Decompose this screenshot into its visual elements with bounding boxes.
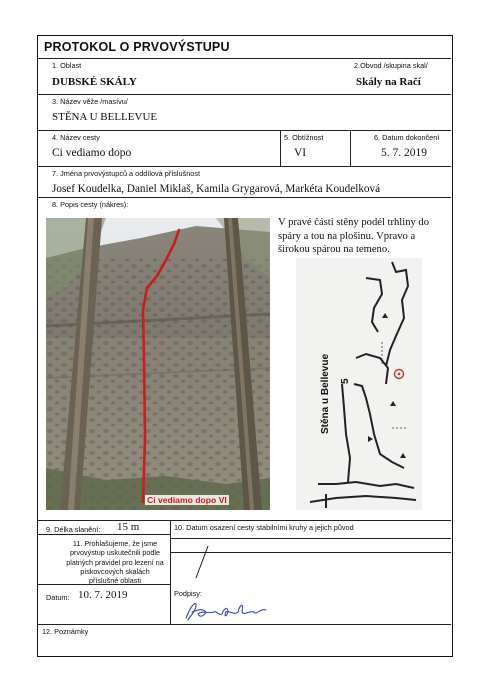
poznamky-label: 12. Poznámky <box>42 627 89 636</box>
declaration-line: příslušné oblasti <box>89 576 141 586</box>
vez-value: STĚNA U BELLEVUE <box>52 111 158 123</box>
divider <box>38 584 170 585</box>
divider <box>38 130 451 131</box>
sketch-route-number: 5 <box>340 378 351 384</box>
datum-dokonceni-label: 6. Datum dokončení <box>374 133 440 142</box>
form-title: PROTOKOL O PRVOVÝSTUPU <box>44 40 230 54</box>
divider <box>38 534 170 535</box>
signature <box>180 598 272 624</box>
slaneni-value: 15 m <box>117 521 140 533</box>
datum-label: Datum: <box>46 593 70 602</box>
cesta-value: Ci vediamo dopo <box>52 147 132 159</box>
prvovystupci-label: 7. Jména prvovýstupců a oddílová příslušnost <box>52 169 201 178</box>
route-description-line: V pravé části stěny podél trhliny do <box>278 217 430 228</box>
divider <box>38 94 451 95</box>
prvovystupci-value: Josef Koudelka, Daniel Miklaš, Kamila Grygarová, Markéta Koudelková <box>52 183 381 195</box>
first-ascent-form <box>37 35 453 657</box>
photo-caption: Ci vediamo dopo VI <box>147 495 227 505</box>
vez-label: 3. Název věže /masívu/ <box>52 97 128 106</box>
divider <box>38 197 451 198</box>
datum-dokonceni-value: 5. 7. 2019 <box>381 147 427 159</box>
obtiznost-value: VI <box>294 147 307 159</box>
divider <box>280 130 281 166</box>
obvod-label: 2.Obvod /skupina skal/ <box>354 61 428 70</box>
declaration-line: prvovýstup uskutečnili podle <box>70 548 160 558</box>
route-description <box>278 216 450 257</box>
divider <box>170 552 451 553</box>
cesta-label: 4. Název cesty <box>52 133 100 142</box>
declaration-line: pískovcových skalách <box>80 566 150 576</box>
route-description-line: spáry a tou na plošinu. Vpravo a <box>278 230 416 242</box>
route-photo <box>46 218 270 510</box>
obtiznost-label: 5. Obtížnost <box>284 133 324 142</box>
declaration <box>60 539 170 585</box>
divider <box>170 538 451 539</box>
divider <box>38 520 451 521</box>
declaration-line: platných pravidel pro lezení na <box>66 557 164 567</box>
obvod-value: Skály na Račí <box>356 76 421 88</box>
slaneni-label: 9. Délka slanění: <box>46 525 101 534</box>
oblast-value: DUBSKÉ SKÁLY <box>52 76 137 88</box>
divider <box>38 166 451 167</box>
divider <box>170 520 171 624</box>
divider <box>38 58 451 59</box>
sketch-wall-label: Stěna u Bellevue <box>320 353 331 434</box>
route-description-line: širokou spárou na temeno. <box>278 244 390 255</box>
divider <box>38 624 451 625</box>
datum-value: 10. 7. 2019 <box>78 589 128 601</box>
strike-mark <box>193 544 211 580</box>
osazeni-label: 10. Datum osazení cesty stabilními kruhy a jejich původ <box>174 523 354 532</box>
podpisy-label: Podpisy: <box>174 589 202 598</box>
route-sketch <box>296 258 422 510</box>
popis-label: 8. Popis cesty (nákres): <box>52 200 129 209</box>
oblast-label: 1. Oblast <box>52 61 82 70</box>
divider <box>350 130 351 166</box>
declaration-line: 11. Prohlašujeme, že jsme <box>72 539 158 548</box>
